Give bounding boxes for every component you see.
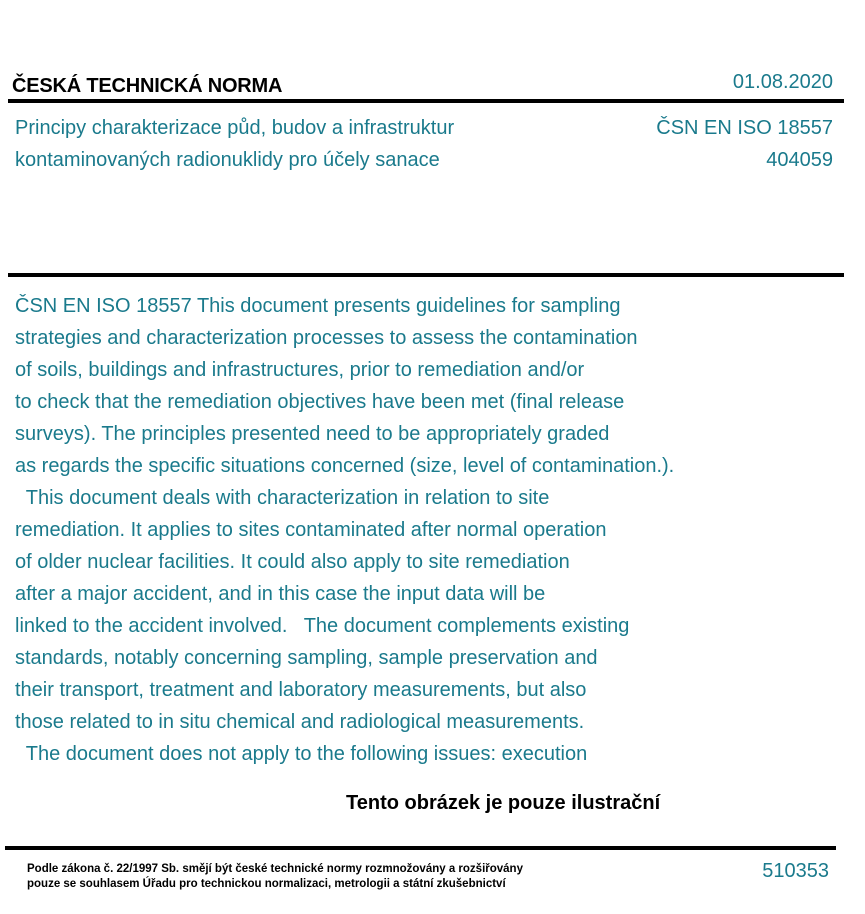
legal-notice-line-1: Podle zákona č. 22/1997 Sb. smějí být české technické normy rozmnožovány a rozšiřovány bbox=[27, 863, 523, 875]
abstract-line: to check that the remediation objectives have been met (final release bbox=[15, 391, 625, 413]
abstract-line: ČSN EN ISO 18557 This document presents guidelines for sampling bbox=[15, 295, 621, 317]
abstract-line: remediation. It applies to sites contaminated after normal operation bbox=[15, 519, 607, 541]
standard-title-line-2: kontaminovaných radionuklidy pro účely sanace bbox=[15, 149, 440, 171]
abstract-line: linked to the accident involved. The document complements existing bbox=[15, 615, 630, 637]
abstract-line: strategies and characterization processes to assess the contamination bbox=[15, 327, 638, 349]
abstract-line: after a major accident, and in this case the input data will be bbox=[15, 583, 546, 605]
abstract-line: surveys). The principles presented need to be appropriately graded bbox=[15, 423, 610, 445]
publication-date: 01.08.2020 bbox=[732, 71, 833, 93]
abstract-line: of older nuclear facilities. It could also apply to site remediation bbox=[15, 551, 570, 573]
header-divider bbox=[8, 99, 844, 103]
document-type-heading: ČESKÁ TECHNICKÁ NORMA bbox=[12, 75, 283, 97]
abstract-line: their transport, treatment and laboratory measurements, but also bbox=[15, 679, 587, 701]
legal-notice-line-2: pouze se souhlasem Úřadu pro technickou normalizaci, metrologii a státní zkušebnictví bbox=[27, 878, 506, 890]
abstract-line: as regards the specific situations concerned (size, level of contamination.). bbox=[15, 455, 675, 477]
abstract-line: of soils, buildings and infrastructures, prior to remediation and/or bbox=[15, 359, 585, 381]
standard-title-line-1: Principy charakterizace půd, budov a infrastruktur bbox=[15, 117, 455, 139]
illustration-disclaimer: Tento obrázek je pouze ilustrační bbox=[346, 792, 661, 814]
classification-number: 404059 bbox=[766, 149, 833, 171]
abstract-line: those related to in situ chemical and radiological measurements. bbox=[15, 711, 585, 733]
abstract-line: The document does not apply to the following issues: execution bbox=[15, 743, 588, 765]
abstract-line: standards, notably concerning sampling, sample preservation and bbox=[15, 647, 598, 669]
footer-number: 510353 bbox=[762, 860, 829, 882]
abstract-text bbox=[15, 290, 755, 770]
footer-divider bbox=[5, 846, 836, 850]
abstract-line: This document deals with characterization in relation to site bbox=[15, 487, 550, 509]
legal-notice bbox=[27, 862, 523, 892]
standard-designation: ČSN EN ISO 18557 bbox=[656, 117, 833, 139]
title-divider bbox=[8, 273, 844, 277]
